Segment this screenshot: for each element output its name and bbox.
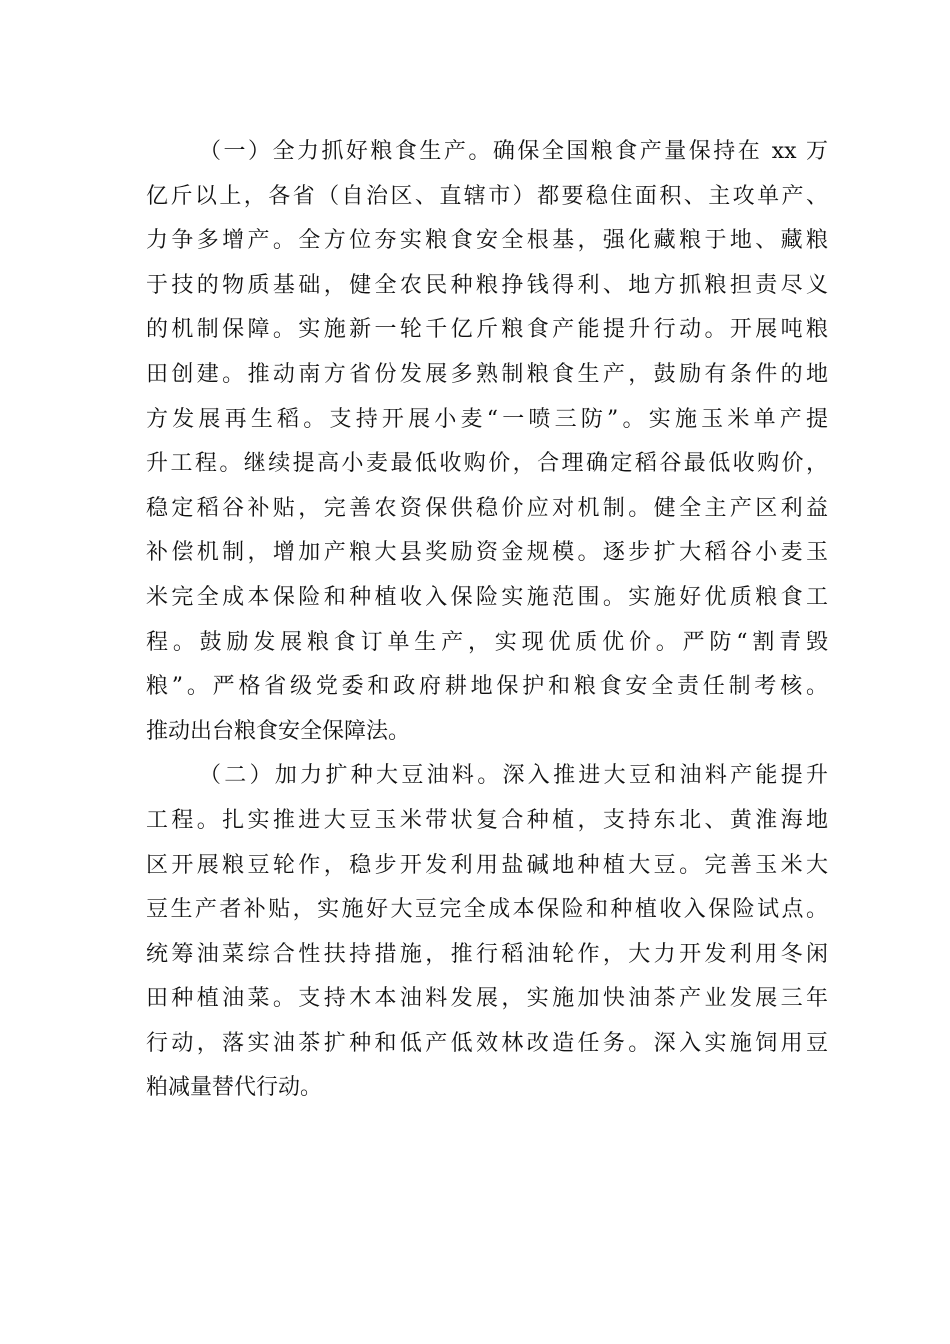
paragraph-line: 工程。扎实推进大豆玉米带状复合种植，支持东北、黄淮海地 bbox=[146, 807, 828, 833]
paragraph-line: 推动出台粮食安全保障法。 bbox=[146, 718, 411, 744]
paragraph-line: （一）全力抓好粮食生产。确保全国粮食产量保持在 xx 万 bbox=[199, 139, 828, 164]
paragraph-line: 区开展粮豆轮作，稳步开发利用盐碱地种植大豆。完善玉米大 bbox=[146, 852, 828, 878]
paragraph-line: 补偿机制，增加产粮大县奖励资金规模。逐步扩大稻谷小麦玉 bbox=[146, 540, 828, 566]
paragraph-line: 统筹油菜综合性扶持措施，推行稻油轮作，大力开发利用冬闲 bbox=[146, 941, 828, 967]
paragraph-line: 田创建。推动南方省份发展多熟制粮食生产，鼓励有条件的地 bbox=[146, 361, 828, 387]
paragraph-line: 粮”。严格省级党委和政府耕地保护和粮食安全责任制考核。 bbox=[146, 674, 828, 700]
paragraph-line: 粕减量替代行动。 bbox=[146, 1075, 323, 1101]
paragraph-line: 亿斤以上，各省（自治区、直辖市）都要稳住面积、主攻单产、 bbox=[146, 183, 828, 209]
paragraph-line: 程。鼓励发展粮食订单生产，实现优质优价。严防“割青毁 bbox=[146, 629, 828, 655]
paragraph-line: 田种植油菜。支持木本油料发展，实施加快油茶产业发展三年 bbox=[146, 986, 828, 1012]
paragraph-line: 米完全成本保险和种植收入保险实施范围。实施好优质粮食工 bbox=[146, 584, 828, 610]
document-body bbox=[146, 130, 828, 1111]
paragraph-line: 于技的物质基础，健全农民种粮挣钱得利、地方抓粮担责尽义 bbox=[146, 272, 828, 298]
paragraph-grain-production bbox=[146, 130, 828, 754]
paragraph-line: 方发展再生稻。支持开展小麦“一喷三防”。实施玉米单产提 bbox=[146, 406, 828, 432]
paragraph-soybean-oilseed bbox=[146, 754, 828, 1111]
paragraph-line: 力争多增产。全方位夯实粮食安全根基，强化藏粮于地、藏粮 bbox=[146, 228, 828, 254]
paragraph-line: 的机制保障。实施新一轮千亿斤粮食产能提升行动。开展吨粮 bbox=[146, 317, 828, 343]
paragraph-line: （二）加力扩种大豆油料。深入推进大豆和油料产能提升 bbox=[199, 763, 828, 789]
paragraph-line: 行动，落实油茶扩种和低产低效林改造任务。深入实施饲用豆 bbox=[146, 1030, 828, 1056]
paragraph-line: 升工程。继续提高小麦最低收购价，合理确定稻谷最低收购价， bbox=[146, 451, 828, 477]
paragraph-line: 稳定稻谷补贴，完善农资保供稳价应对机制。健全主产区利益 bbox=[146, 495, 828, 521]
paragraph-line: 豆生产者补贴，实施好大豆完全成本保险和种植收入保险试点。 bbox=[146, 897, 828, 923]
